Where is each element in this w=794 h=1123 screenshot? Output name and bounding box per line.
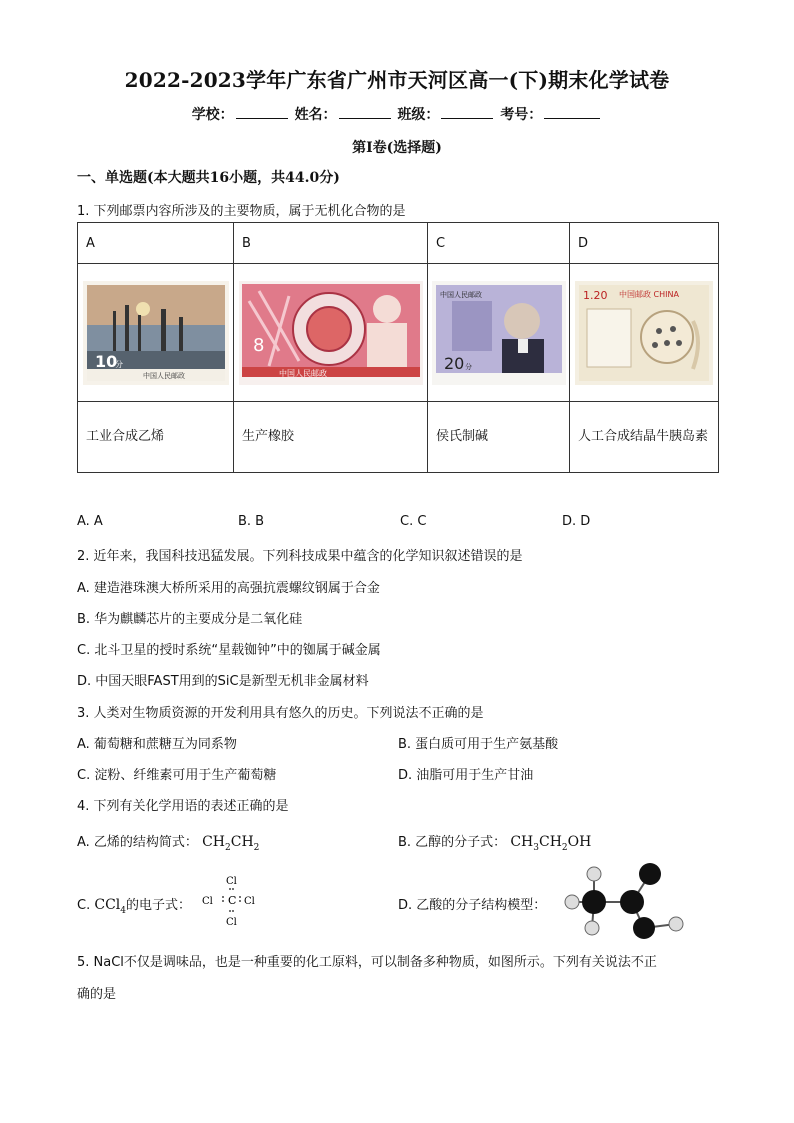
hydrogen-atom (587, 867, 601, 881)
stamp-b-country: 中国人民邮政 (278, 368, 327, 378)
stamp-b-value: 8 (252, 334, 264, 356)
q2-option-d[interactable]: D. 中国天眼FAST用到的SiC是新型无机非金属材料 (77, 674, 369, 689)
q2-option-a[interactable]: A. 建造港珠澳大桥所采用的高强抗震螺纹钢属于合金 (77, 581, 380, 596)
stamp-a-value: 10 (94, 351, 117, 371)
q2-option-b[interactable]: B. 华为麒麟芯片的主要成分是二氧化硅 (77, 612, 303, 627)
q4-option-a-label: A. 乙烯的结构简式： (77, 835, 198, 850)
stamp-cell-d (570, 264, 719, 402)
q4-option-c-suffix: 的电子式： (126, 898, 192, 913)
hydrogen-atom (669, 917, 683, 931)
c-center: C (228, 894, 237, 907)
ethanol-formula: $CH_3CH_2OH$ (510, 834, 592, 853)
cl-left: Cl (202, 896, 213, 907)
stamp-b-image (239, 281, 423, 385)
exam-no-label: 考号： (500, 107, 543, 123)
stamp-a-country: 中国人民邮政 (142, 371, 185, 380)
class-blank[interactable] (441, 106, 493, 119)
q4-option-d[interactable]: D. 乙酸的分子结构模型： (398, 898, 547, 913)
q1-stamp-table (77, 222, 719, 473)
acetic-acid-ball-stick-model (560, 860, 690, 942)
stamp-c-image (432, 281, 566, 385)
header-a: A (78, 223, 234, 264)
q4-option-a[interactable] (77, 831, 259, 853)
q3-option-a[interactable]: A. 葡萄糖和蔗糖互为同系物 (77, 737, 237, 752)
caption-a: 工业合成乙烯 (78, 402, 234, 473)
q3-option-b[interactable]: B. 蛋白质可用于生产氨基酸 (398, 737, 559, 752)
caption-d: 人工合成结晶牛胰岛素 (570, 402, 719, 473)
stamp-cell-b (234, 264, 428, 402)
q4-option-b-label: B. 乙醇的分子式： (398, 835, 507, 850)
class-label: 班级： (397, 107, 440, 123)
caption-b: 生产橡胶 (234, 402, 428, 473)
oxygen-atom (639, 863, 661, 885)
q1-option-c[interactable]: C. C (400, 514, 427, 529)
stamp-cell-c (428, 264, 570, 402)
q5-stem-line2: 确的是 (77, 987, 117, 1002)
q4-option-c[interactable] (77, 894, 191, 916)
caption-c: 侯氏制碱 (428, 402, 570, 473)
volume-heading: 第Ⅰ卷(选择题) (352, 140, 442, 156)
q4-stem: 4. 下列有关化学用语的表述正确的是 (77, 799, 289, 814)
q2-stem: 2. 近年来，我国科技迅猛发展。下列科技成果中蕴含的化学知识叙述错误的是 (77, 549, 523, 564)
ethylene-formula: $CH_2CH_2$ (202, 834, 260, 853)
school-label: 学校： (191, 107, 234, 123)
oxygen-atom (633, 917, 655, 939)
cl-top: Cl (226, 876, 237, 887)
stamp-d-country: 中国邮政 CHINA (619, 289, 679, 299)
stamp-d-value: 1.20 (583, 288, 608, 302)
hydrogen-atom (565, 895, 579, 909)
name-label: 姓名： (294, 107, 337, 123)
q3-option-d[interactable]: D. 油脂可用于生产甘油 (398, 768, 534, 783)
carbon-atom (582, 890, 606, 914)
q4-option-c-label: C. (77, 898, 91, 913)
cl-bottom: Cl (226, 917, 237, 928)
q1-option-a[interactable]: A. A (77, 514, 103, 529)
header-c: C (428, 223, 570, 264)
school-blank[interactable] (236, 106, 288, 119)
q2-option-c[interactable]: C. 北斗卫星的授时系统“星载铷钟”中的铷属于碱金属 (77, 643, 381, 658)
q3-stem: 3. 人类对生物质资源的开发利用具有悠久的历史。下列说法不正确的是 (77, 706, 484, 721)
stamp-d-image (575, 281, 713, 385)
q5-stem-line1: 5. NaCl不仅是调味品，也是一种重要的化工原料，可以制备多种物质，如图所示。下列有关说法不正 (77, 955, 657, 970)
stamp-c-value: 20 (443, 353, 464, 373)
name-blank[interactable] (339, 106, 391, 119)
q4-option-b[interactable] (398, 831, 591, 853)
q1-stem: 1. 下列邮票内容所涉及的主要物质，属于无机化合物的是 (77, 204, 406, 219)
header-b: B (234, 223, 428, 264)
stamp-c-country: 中国人民邮政 (439, 290, 482, 299)
page-title: 2022-2023学年广东省广州市天河区高一(下)期末化学试卷 (124, 68, 670, 92)
stamp-c-unit: 分 (464, 362, 472, 371)
q3-option-c[interactable]: C. 淀粉、纤维素可用于生产葡萄糖 (77, 768, 277, 783)
hydrogen-atom (585, 921, 599, 935)
stamp-a-image (83, 281, 229, 385)
exam-no-blank[interactable] (544, 106, 600, 119)
cl-right: Cl (244, 896, 255, 907)
q1-option-b[interactable]: B. B (238, 514, 265, 529)
ccl4-formula: CCl$_4$ (94, 897, 126, 916)
student-info-line (0, 104, 794, 124)
ccl4-electron-dot-diagram (196, 872, 266, 930)
stamp-a-unit: 分 (114, 359, 123, 369)
q1-option-d[interactable]: D. D (562, 514, 591, 529)
section-heading: 一、单选题(本大题共16小题，共44.0分) (77, 170, 340, 186)
header-d: D (570, 223, 719, 264)
carbon-atom (620, 890, 644, 914)
stamp-cell-a (78, 264, 234, 402)
